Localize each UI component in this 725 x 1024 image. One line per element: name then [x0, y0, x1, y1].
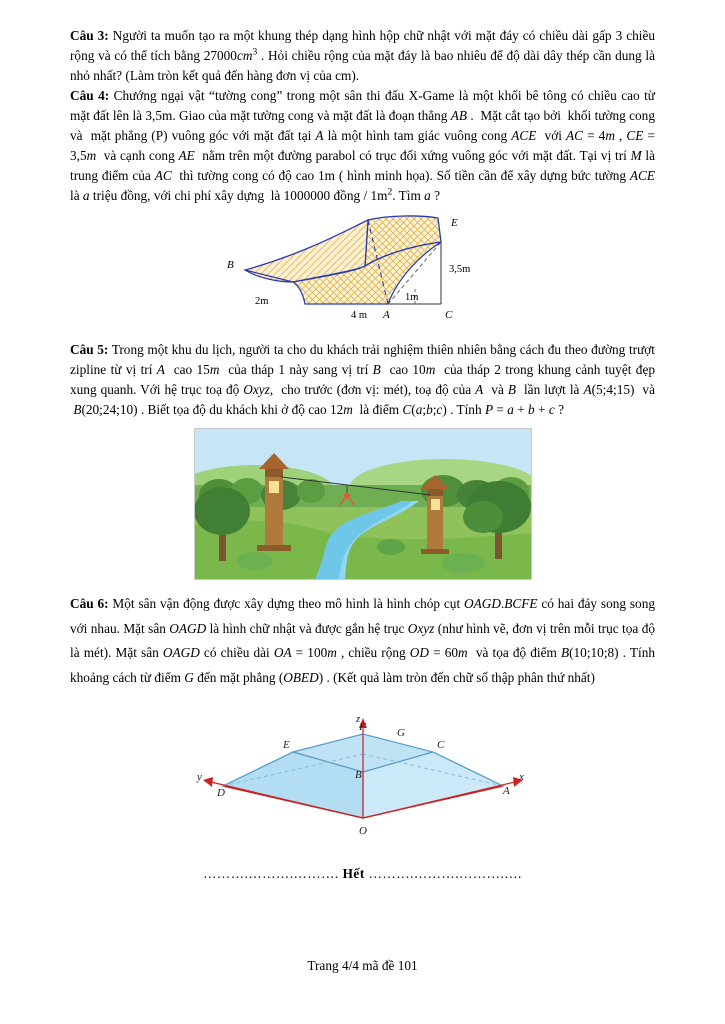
question-4-label: Câu 4:	[70, 88, 110, 104]
end-dots-right: ……….……….……….….	[368, 866, 522, 882]
figure-curved-wall	[70, 212, 655, 332]
label-width-left: 2m	[254, 296, 268, 308]
label-height: 3,5m	[448, 264, 470, 276]
label-y: y	[196, 771, 202, 784]
document-content	[70, 26, 655, 882]
question-4	[70, 86, 655, 206]
figure-frustum-svg	[163, 700, 563, 850]
end-word: Hết	[342, 866, 365, 882]
bush-3	[441, 553, 485, 573]
question-5	[70, 340, 655, 420]
question-5-label: Câu 5:	[70, 342, 109, 358]
axis-y-arrow	[203, 777, 213, 787]
question-3-text: Người ta muốn tạo ra một khung thép dạng hình hộp chữ nhật với mặt đáy có chiều dài gấp 3 chiều rộng và có thể tích bằng $27000cm^3$ . Hỏi chiều rộng của mặt đáy là bao nhiêu để độ dài dây thép cần dung là nhỏ nhất? (Làm tròn kết quả đến hàng đơn vị của cm).	[70, 28, 656, 84]
question-5-text: Trong một khu du lịch, người ta cho du khách trải nghiệm thiên nhiên bằng cách đu theo đường trượt zipline từ vị trí A cao 15m của tháp 1 này sang vị trí B cao 10m của tháp 2 trong khung cảnh tuyệt đẹp xung quanh. Với hệ trục toạ độ Oxyz, cho trước (đơn vị: mét), toạ độ của A và B lần lượt là A(5;4;15) và B(20;24;10) . Biết tọa độ du khách khi ở độ cao 12m là điểm C(a;b;c) . Tính P = a + b + c ?	[70, 342, 655, 418]
label-A: A	[502, 785, 510, 798]
label-mid-height: 1m	[404, 292, 418, 304]
label-x: x	[518, 771, 524, 784]
label-A: A	[382, 309, 390, 322]
label-O: O	[358, 825, 367, 838]
label-C: C	[444, 309, 452, 322]
label-C: C	[436, 739, 444, 752]
end-dots-left: ……….……….……….	[203, 866, 339, 882]
label-F: F	[358, 721, 366, 734]
figure-zipline	[70, 428, 655, 578]
figure-frustum	[70, 700, 655, 850]
label-B: B	[226, 259, 234, 272]
question-4-text: Chướng ngại vật “tường cong” trong một sân thi đấu X-Game là một khối bê tông có chiều cao từ mặt đất lên là 3,5m. Giao của mặt tường cong và mặt đất là đoạn thẳng AB . Mặt cắt tạo bởi khối tường cong và mặt phẳng (P) vuông góc với mặt đất tại A là một hình tam giác vuông cong ACE với AC = 4m , CE = 3,5m và cạnh cong AE nằm trên một đường parabol có trục đối xứng vuông góc với mặt đất. Tại vị trí M là trung điểm của AC thì tường cong có độ cao 1m ( hình minh họa). Số tiền cần để xây dựng bức tường ACE là a triệu đồng, với chi phí xây dựng là 1000000 đồng / $1m^2$. Tìm a ?	[70, 88, 656, 204]
bush-2	[237, 552, 273, 570]
question-3	[70, 26, 655, 86]
figure-zipline-photo	[194, 428, 532, 580]
label-z: z	[355, 713, 360, 726]
bush-1	[377, 539, 405, 555]
question-3-label: Câu 3:	[70, 28, 109, 43]
question-6-text: Một sân vận động được xây dựng theo mô hình là hình chóp cụt OAGD.BCFE có hai đáy song song với nhau. Mặt sân OAGD là hình chữ nhật và được gắn hệ trục Oxyz (như hình vẽ, đơn vị trên mỗi trục tọa độ là mét). Mặt sân OAGD có chiều dài OA = 100m , chiều rộng OD = 60m và tọa độ điểm B(10;10;8) . Tính khoảng cách từ điểm G đến mặt phẳng (OBED) . (Kết quả làm tròn đến chữ số thập phân thứ nhất)	[70, 596, 656, 685]
question-6	[70, 592, 655, 690]
figure-zipline-svg	[195, 429, 531, 579]
page-footer: Trang 4/4 mã đề 101	[307, 958, 418, 973]
label-width-bottom: 4 m	[350, 310, 367, 322]
label-D: D	[216, 787, 225, 800]
label-B: B	[354, 769, 362, 782]
question-6-label: Câu 6:	[70, 596, 109, 612]
label-E: E	[282, 739, 290, 752]
figure-curved-wall-svg	[183, 212, 543, 332]
label-G: G	[396, 727, 405, 740]
label-E: E	[450, 217, 458, 230]
end-marker	[70, 866, 655, 882]
